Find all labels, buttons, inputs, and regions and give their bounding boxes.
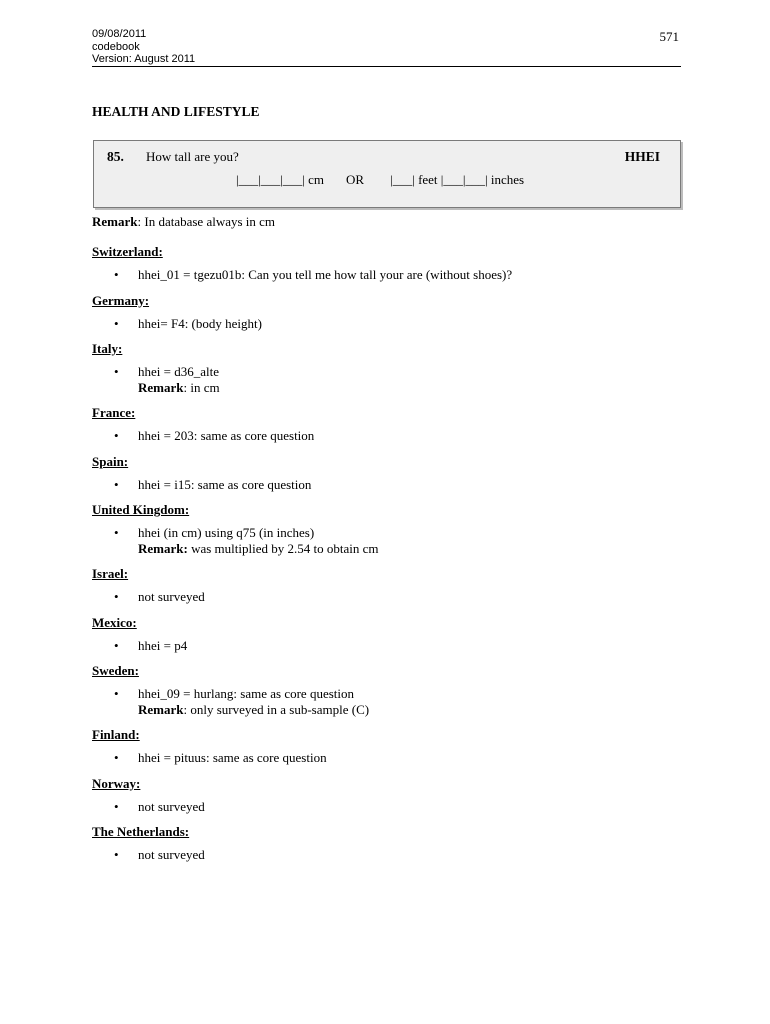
- country-remark-label: Remark: [138, 379, 184, 395]
- list-item: [92, 267, 682, 283]
- country-entry: [92, 454, 682, 493]
- country-list: [92, 244, 682, 863]
- country-remark: [138, 380, 682, 396]
- country-remark-text: was multiplied by 2.54 to obtain cm: [187, 540, 379, 556]
- list-item: [92, 316, 682, 332]
- response-imperial: |___| feet |___|___| inches: [390, 172, 525, 187]
- mapping-text: not surveyed: [138, 847, 205, 862]
- country-entry: [92, 341, 682, 395]
- country-name: United Kingdom:: [92, 502, 190, 517]
- bullet-icon: •: [114, 476, 119, 492]
- country-name: Switzerland:: [92, 244, 163, 259]
- bullet-icon: •: [114, 637, 119, 653]
- mapping-text: hhei = 203: same as core question: [138, 428, 315, 443]
- header-doc-name: codebook: [92, 40, 140, 53]
- mapping-text: hhei = p4: [138, 637, 188, 653]
- country-entry: [92, 727, 682, 766]
- mapping-text: hhei = d36_alte: [138, 364, 219, 379]
- bullet-icon: •: [114, 428, 119, 443]
- country-entry: [92, 663, 682, 717]
- mapping-text: not surveyed: [138, 589, 205, 604]
- mapping-text: hhei_09 = hurlang: same as core question: [138, 686, 354, 701]
- running-header: [92, 28, 195, 66]
- list-item: [92, 589, 682, 605]
- list-item: [92, 686, 682, 717]
- country-entry: [92, 824, 682, 863]
- question-box: [93, 140, 681, 208]
- list-item: [92, 750, 682, 766]
- country-name: Germany:: [92, 292, 150, 308]
- question-number: 85.: [107, 149, 124, 164]
- bullet-icon: •: [114, 798, 119, 814]
- variable-code: HHEI: [624, 149, 660, 164]
- country-name: Israel:: [92, 566, 129, 581]
- list-item: [92, 477, 682, 493]
- mapping-text: hhei = i15: same as core question: [138, 476, 312, 492]
- header-version: Version: August 2011: [92, 53, 196, 65]
- country-name: Mexico:: [92, 614, 137, 630]
- remark-label: Remark: [92, 214, 138, 229]
- country-remark: [138, 541, 682, 557]
- bullet-icon: •: [114, 589, 119, 604]
- country-name: Norway:: [92, 775, 141, 791]
- list-item: [92, 525, 682, 556]
- list-item: [92, 364, 682, 395]
- bullet-icon: •: [114, 315, 119, 331]
- country-name: Italy:: [92, 341, 123, 356]
- list-item: [92, 799, 682, 815]
- page-number: 571: [659, 29, 679, 44]
- mapping-text: hhei (in cm) using q75 (in inches): [138, 525, 315, 540]
- response-cm: |___|___|___| cm: [236, 172, 325, 187]
- country-entry: [92, 615, 682, 654]
- bullet-icon: •: [114, 525, 119, 540]
- list-item: [92, 428, 682, 444]
- country-remark-text: : only surveyed in a sub-sample (C): [183, 701, 370, 717]
- question-text: How tall are you?: [146, 149, 239, 164]
- country-remark-text: : in cm: [183, 379, 220, 395]
- general-remark: [92, 214, 682, 230]
- header-date: 09/08/2011: [92, 28, 147, 40]
- country-name: Spain:: [92, 453, 129, 469]
- header-divider: [92, 66, 681, 67]
- country-name: Finland:: [92, 727, 140, 742]
- mapping-text: hhei_01 = tgezu01b: Can you tell me how tall your are (without shoes)?: [138, 267, 513, 282]
- country-entry: [92, 244, 682, 283]
- list-item: [92, 638, 682, 654]
- response-or: OR: [346, 172, 365, 187]
- mapping-text: hhei = pituus: same as core question: [138, 750, 327, 765]
- mapping-text: hhei= F4: (body height): [138, 315, 262, 331]
- response-format: [236, 172, 524, 188]
- mapping-text: not surveyed: [138, 798, 205, 814]
- country-remark-label: Remark:: [138, 540, 188, 556]
- country-entry: [92, 502, 682, 556]
- bullet-icon: •: [114, 750, 119, 765]
- bullet-icon: •: [114, 847, 119, 862]
- bullet-icon: •: [114, 686, 119, 701]
- country-remark-label: Remark: [138, 701, 184, 717]
- section-title: HEALTH AND LIFESTYLE: [92, 104, 260, 119]
- list-item: [92, 847, 682, 863]
- country-notes: [92, 214, 682, 873]
- country-entry: [92, 293, 682, 332]
- bullet-icon: •: [114, 364, 119, 379]
- country-remark: [138, 702, 682, 718]
- country-name: The Netherlands:: [92, 824, 190, 839]
- country-name: France:: [92, 405, 136, 420]
- country-entry: [92, 405, 682, 444]
- country-name: Sweden:: [92, 663, 139, 678]
- remark-text: : In database always in cm: [137, 214, 276, 229]
- country-entry: [92, 776, 682, 815]
- bullet-icon: •: [114, 267, 119, 282]
- country-entry: [92, 566, 682, 605]
